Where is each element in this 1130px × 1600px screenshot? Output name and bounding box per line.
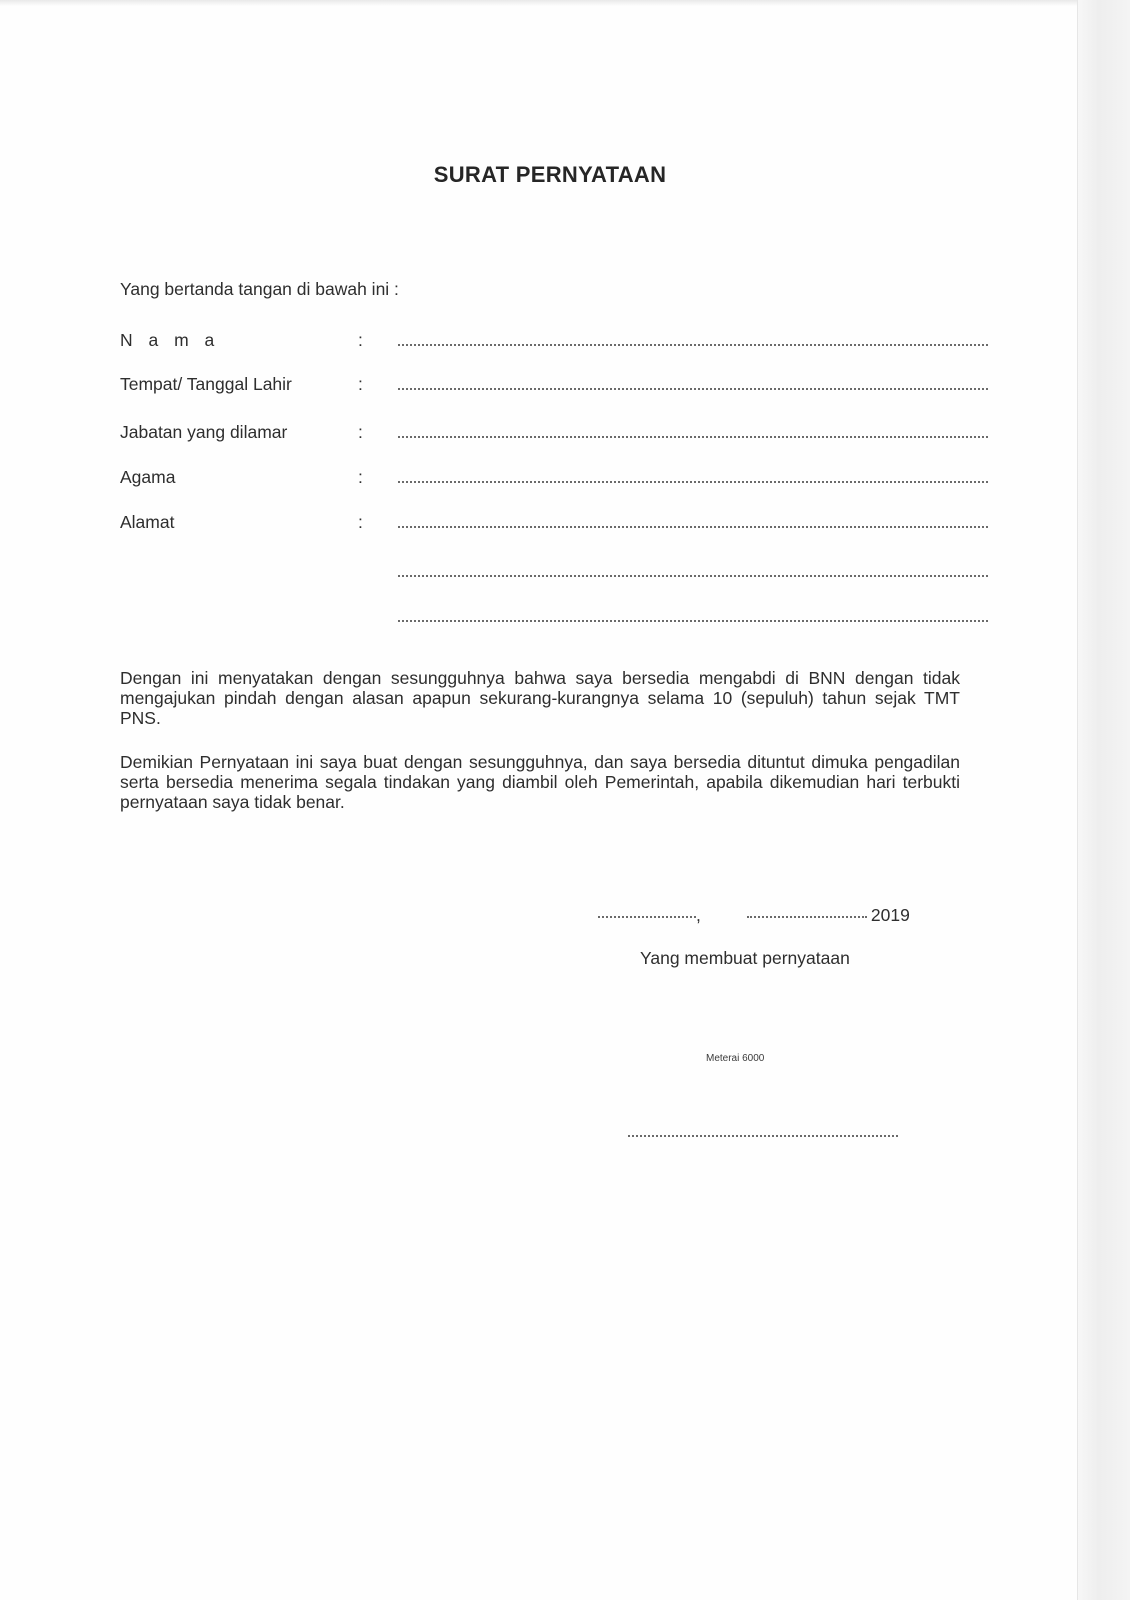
field-colon: : bbox=[358, 374, 363, 394]
date-comma: , bbox=[696, 905, 701, 925]
field-label-nama: N a m a bbox=[120, 330, 220, 350]
field-colon: : bbox=[358, 422, 363, 442]
signature-line bbox=[628, 1135, 898, 1137]
fill-in-line-place bbox=[598, 916, 696, 918]
field-label-alamat: Alamat bbox=[120, 512, 175, 532]
scan-right-edge bbox=[1077, 0, 1130, 1600]
fill-in-line-jabatan bbox=[398, 436, 988, 438]
intro-text: Yang bertanda tangan di bawah ini : bbox=[120, 279, 399, 299]
place-date-line bbox=[598, 905, 910, 926]
stamp-label: Meterai 6000 bbox=[706, 1053, 765, 1064]
field-colon: : bbox=[358, 330, 363, 350]
fill-in-line-nama bbox=[398, 344, 988, 346]
field-label-tempat-tanggal-lahir: Tempat/ Tanggal Lahir bbox=[120, 374, 292, 394]
field-label-agama: Agama bbox=[120, 467, 176, 487]
statement-paragraph: Dengan ini menyatakan dengan sesungguhnya bahwa saya bersedia mengabdi di BNN dengan tidak mengajukan pindah dengan alasan apapun sekurang-kurangnya selama 10 (sepuluh) tahun sejak TMT PNS. bbox=[120, 668, 960, 728]
field-row-alamat bbox=[120, 512, 990, 536]
date-year: 2019 bbox=[870, 905, 910, 925]
field-row-jabatan bbox=[120, 422, 990, 446]
field-row-tempat-tanggal-lahir bbox=[120, 374, 990, 398]
field-row-agama bbox=[120, 467, 990, 491]
field-row-nama bbox=[120, 330, 990, 354]
document-title: SURAT PERNYATAAN bbox=[433, 162, 667, 187]
field-label-jabatan: Jabatan yang dilamar bbox=[120, 422, 288, 442]
fill-in-line-agama bbox=[398, 481, 988, 483]
fill-in-line-date bbox=[747, 916, 867, 918]
field-colon: : bbox=[358, 467, 363, 487]
closing-paragraph: Demikian Pernyataan ini saya buat dengan sesungguhnya, dan saya bersedia dituntut dimuka pengadilan serta bersedia menerima segala tindakan yang diambil oleh Pemerintah, apabila dikemudian hari terbukti pernyataan saya tidak benar. bbox=[120, 752, 960, 812]
fill-in-line-tempat-tanggal-lahir bbox=[398, 388, 988, 390]
fill-in-line-alamat-2 bbox=[398, 575, 988, 577]
signer-label: Yang membuat pernyataan bbox=[640, 948, 850, 968]
fill-in-line-alamat-3 bbox=[398, 620, 988, 622]
field-colon: : bbox=[358, 512, 363, 532]
scan-top-edge bbox=[0, 0, 1130, 6]
fill-in-line-alamat bbox=[398, 526, 988, 528]
